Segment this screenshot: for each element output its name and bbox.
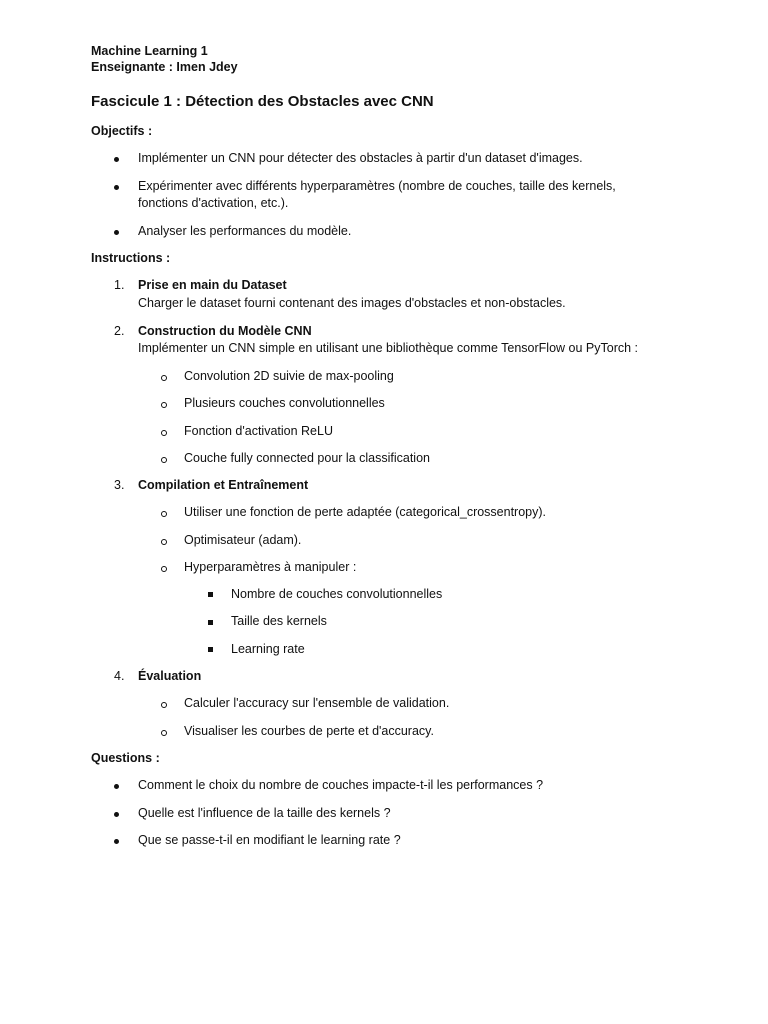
bullet-circle-icon — [161, 402, 167, 408]
objective-item: Implémenter un CNN pour détecter des obstacles à partir d'un dataset d'images. — [138, 151, 583, 165]
step-subitem: Optimisateur (adam). — [184, 533, 302, 547]
bullet-disc-icon — [114, 839, 119, 844]
page-title: Fascicule 1 : Détection des Obstacles avec CNN — [91, 93, 434, 110]
step-subitem: Plusieurs couches convolutionnelles — [184, 396, 385, 410]
bullet-disc-icon — [114, 784, 119, 789]
bullet-disc-icon — [114, 230, 119, 235]
instructions-heading: Instructions : — [91, 251, 171, 265]
step-subsubitem: Learning rate — [231, 642, 305, 656]
bullet-circle-icon — [161, 457, 167, 463]
bullet-disc-icon — [114, 812, 119, 817]
bullet-circle-icon — [161, 430, 167, 436]
step-subitem: Utiliser une fonction de perte adaptée (categorical_crossentropy). — [184, 505, 547, 519]
objectives-heading: Objectifs : — [91, 124, 153, 138]
step-title: Compilation et Entraînement — [138, 478, 309, 492]
bullet-circle-icon — [161, 539, 167, 545]
bullet-square-icon — [208, 647, 213, 652]
step-number: 3. — [114, 478, 125, 492]
objective-item: Analyser les performances du modèle. — [138, 224, 352, 238]
bullet-disc-icon — [114, 185, 119, 190]
step-subitem: Convolution 2D suivie de max-pooling — [184, 369, 394, 383]
step-subitem: Fonction d'activation ReLU — [184, 424, 333, 438]
step-title: Construction du Modèle CNN — [138, 324, 312, 338]
step-title: Évaluation — [138, 669, 202, 683]
step-title: Prise en main du Dataset — [138, 278, 287, 292]
step-subitem: Visualiser les courbes de perte et d'accuracy. — [184, 724, 434, 738]
question-item: Quelle est l'influence de la taille des kernels ? — [138, 806, 391, 820]
step-number: 1. — [114, 278, 125, 292]
bullet-square-icon — [208, 620, 213, 625]
step-subitem: Couche fully connected pour la classification — [184, 451, 430, 465]
bullet-disc-icon — [114, 157, 119, 162]
bullet-circle-icon — [161, 730, 167, 736]
bullet-circle-icon — [161, 702, 167, 708]
question-item: Comment le choix du nombre de couches impacte-t-il les performances ? — [138, 778, 544, 792]
teacher-name: Enseignante : Imen Jdey — [91, 60, 238, 74]
objective-item: Expérimenter avec différents hyperparamètres (nombre de couches, taille des kernels, — [138, 179, 616, 193]
bullet-circle-icon — [161, 511, 167, 517]
objective-item-continuation: fonctions d'activation, etc.). — [138, 196, 289, 210]
step-subitem: Calculer l'accuracy sur l'ensemble de validation. — [184, 696, 450, 710]
step-number: 2. — [114, 324, 125, 338]
bullet-circle-icon — [161, 375, 167, 381]
step-subitem: Hyperparamètres à manipuler : — [184, 560, 357, 574]
bullet-square-icon — [208, 592, 213, 597]
questions-heading: Questions : — [91, 751, 160, 765]
question-item: Que se passe-t-il en modifiant le learning rate ? — [138, 833, 401, 847]
bullet-circle-icon — [161, 566, 167, 572]
course-name: Machine Learning 1 — [91, 44, 208, 58]
step-text: Implémenter un CNN simple en utilisant une bibliothèque comme TensorFlow ou PyTorch : — [138, 341, 639, 355]
step-text: Charger le dataset fourni contenant des images d'obstacles et non-obstacles. — [138, 296, 566, 310]
step-subsubitem: Nombre de couches convolutionnelles — [231, 587, 443, 601]
step-subsubitem: Taille des kernels — [231, 614, 327, 628]
step-number: 4. — [114, 669, 125, 683]
